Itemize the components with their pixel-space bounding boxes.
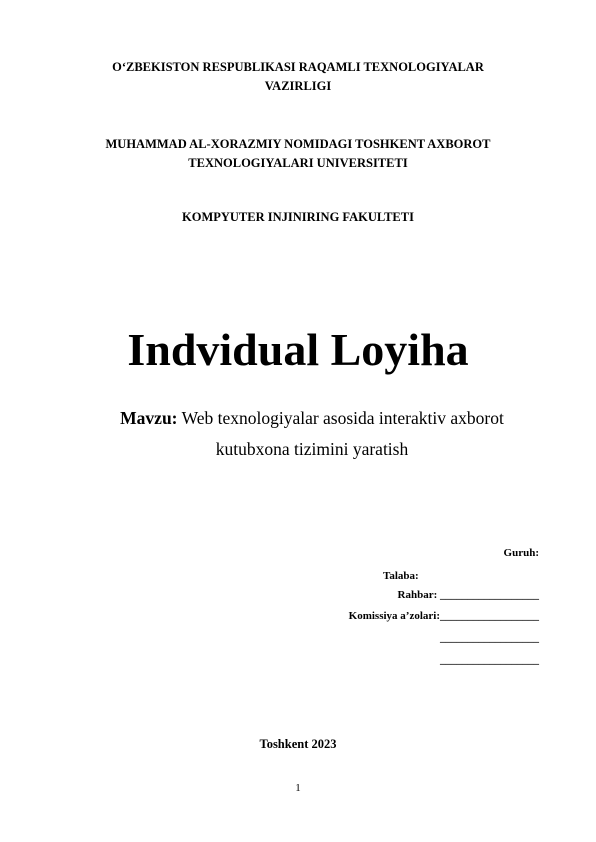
university-line-2: TEXNOLOGIYALARI UNIVERSITETI (188, 156, 408, 170)
ministry-line-2: VAZIRLIGI (264, 79, 332, 93)
commission-label: Komissiya a’zolari: (348, 610, 440, 622)
topic-text-line-2: kutubxona tizimini yaratish (215, 439, 409, 459)
topic-text-line-1: Web texnologiyalar asosida interaktiv axborot (181, 408, 504, 428)
document-title: Indvidual Loyiha (127, 324, 469, 375)
supervisor-label: Rahbar: (397, 589, 438, 601)
commission-extra-line-1: __________________ (440, 632, 539, 644)
topic-label: Mavzu: (120, 408, 178, 428)
page-number: 1 (295, 782, 301, 794)
student-label: Talaba: (383, 570, 419, 582)
supervisor-row (398, 588, 539, 602)
faculty-heading: KOMPYUTER INJINIRING FAKULTETI (182, 210, 414, 224)
commission-signature-line: __________________ (440, 610, 539, 622)
group-label: Guruh: (503, 547, 539, 559)
commission-row (349, 609, 539, 623)
university-heading (0, 135, 596, 173)
ministry-line-1: O‘ZBEKISTON RESPUBLIKASI RAQAMLI TEXNOLOGIYALAR (112, 60, 484, 74)
topic-line-1 (98, 403, 526, 434)
topic-block (98, 403, 526, 465)
ministry-heading (0, 58, 596, 96)
city-year: Toshkent 2023 (259, 737, 337, 751)
commission-extra-line-2: __________________ (440, 654, 539, 666)
university-line-1: MUHAMMAD AL-XORAZMIY NOMIDAGI TOSHKENT AXBOROT (105, 137, 491, 151)
supervisor-signature-line: __________________ (440, 589, 539, 601)
